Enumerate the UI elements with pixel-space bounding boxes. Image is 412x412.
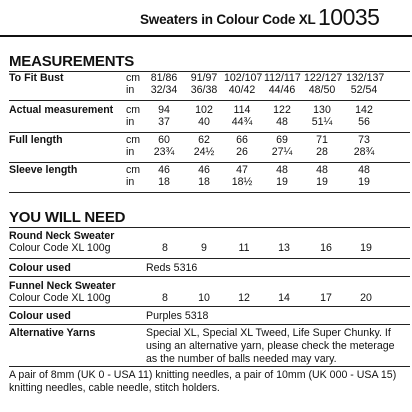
funnel-colour-rule — [9, 324, 410, 325]
measurement-value: 48 — [276, 116, 288, 128]
measurement-value: 56 — [358, 116, 370, 128]
measurements-heading: MEASUREMENTS — [9, 53, 135, 70]
measurement-value: 48 — [276, 164, 288, 176]
measurement-value: 66 — [236, 134, 248, 146]
round-neck-yarn: Colour Code XL 100g — [9, 242, 111, 254]
ball-quantity: 14 — [278, 292, 290, 304]
measurement-value: 23¾ — [153, 146, 175, 158]
measurement-value: 94 — [158, 104, 170, 116]
measurement-value: 130 — [313, 104, 331, 116]
measurement-value: 132/137 — [346, 72, 385, 84]
measurement-value: 48/50 — [308, 84, 336, 96]
measurement-value: 52/54 — [350, 84, 378, 96]
round-neck-rule — [9, 258, 410, 259]
measurement-value: 122 — [273, 104, 291, 116]
measurement-value: 28 — [316, 146, 328, 158]
ball-quantity: 16 — [320, 242, 332, 254]
measurement-value: 26 — [236, 146, 248, 158]
alternative-yarns-text: Special XL, Special XL Tweed, Life Super Chunky. If using an alternative yarn, please check the meterage as the number of balls needed may vary. — [146, 327, 395, 365]
measurement-value: 44¾ — [231, 116, 253, 128]
measurement-value: 46 — [158, 164, 170, 176]
measurement-value: 44/46 — [268, 84, 296, 96]
unit-in: in — [126, 116, 135, 128]
funnel-neck-colour-label: Colour used — [9, 310, 71, 322]
measurement-value: 60 — [158, 134, 170, 146]
ball-quantity: 13 — [278, 242, 290, 254]
measurement-value: 40/42 — [228, 84, 256, 96]
funnel-neck-yarn: Colour Code XL 100g — [9, 292, 111, 304]
measurement-row-rule — [9, 100, 410, 101]
unit-in: in — [126, 84, 135, 96]
measurement-value: 62 — [198, 134, 210, 146]
measurement-value: 69 — [276, 134, 288, 146]
measurement-value: 18½ — [231, 176, 253, 188]
measurement-value: 18 — [158, 176, 170, 188]
round-colour-rule — [9, 276, 410, 277]
measurement-row-label: To Fit Bust — [9, 72, 64, 84]
ball-quantity: 10 — [198, 292, 210, 304]
round-neck-title: Round Neck Sweater — [9, 230, 115, 242]
measurement-value: 47 — [236, 164, 248, 176]
measurement-value: 19 — [316, 176, 328, 188]
ball-quantity: 11 — [238, 242, 250, 254]
measurement-value: 122/127 — [304, 72, 343, 84]
measurement-row-rule — [9, 192, 410, 193]
you-will-need-rule — [9, 227, 410, 228]
alternative-rule — [9, 366, 410, 367]
measurement-value: 48 — [358, 164, 370, 176]
measurement-value: 102/107 — [224, 72, 263, 84]
ball-quantity: 19 — [360, 242, 372, 254]
round-neck-colour-value: Reds 5316 — [146, 262, 198, 274]
unit-cm: cm — [126, 134, 141, 146]
ball-quantity: 8 — [162, 292, 168, 304]
header-rule — [0, 35, 412, 37]
funnel-neck-colour-value: Purples 5318 — [146, 310, 209, 322]
measurement-value: 46 — [198, 164, 210, 176]
funnel-neck-rule — [9, 306, 410, 307]
measurement-value: 36/38 — [190, 84, 218, 96]
ball-quantity: 8 — [162, 242, 168, 254]
unit-in: in — [126, 146, 135, 158]
unit-cm: cm — [126, 104, 141, 116]
round-neck-colour-label: Colour used — [9, 262, 71, 274]
measurement-value: 27¼ — [271, 146, 293, 158]
measurement-value: 18 — [198, 176, 210, 188]
measurement-value: 81/86 — [150, 72, 178, 84]
measurement-row-label: Sleeve length — [9, 164, 78, 176]
measurement-value: 114 — [233, 104, 251, 116]
measurement-value: 24½ — [193, 146, 215, 158]
ball-quantity: 12 — [238, 292, 250, 304]
measurement-row-rule — [9, 132, 410, 133]
measurement-row-rule — [9, 162, 410, 163]
measurement-value: 19 — [276, 176, 288, 188]
alternative-yarns-label: Alternative Yarns — [9, 327, 96, 339]
measurement-value: 37 — [158, 116, 170, 128]
measurement-value: 48 — [316, 164, 328, 176]
ball-quantity: 9 — [201, 242, 207, 254]
measurement-value: 102 — [195, 104, 213, 116]
funnel-neck-title: Funnel Neck Sweater — [9, 280, 116, 292]
measurement-value: 142 — [355, 104, 373, 116]
measurement-value: 112/117 — [264, 72, 301, 84]
you-will-need-heading: YOU WILL NEED — [9, 209, 126, 226]
unit-in: in — [126, 176, 135, 188]
measurement-value: 71 — [316, 134, 328, 146]
measurement-value: 51¼ — [311, 116, 333, 128]
measurement-value: 28¾ — [353, 146, 375, 158]
pattern-title: Sweaters in Colour Code XL — [140, 12, 316, 27]
ball-quantity: 20 — [360, 292, 372, 304]
unit-cm: cm — [126, 72, 141, 84]
measurement-value: 19 — [358, 176, 370, 188]
measurement-value: 32/34 — [150, 84, 178, 96]
needles-text: A pair of 8mm (UK 0 - USA 11) knitting needles, a pair of 10mm (UK 000 - USA 15) knitting needles, cable needle, stitch holders. — [9, 369, 397, 394]
ball-quantity: 17 — [320, 292, 332, 304]
unit-cm: cm — [126, 164, 141, 176]
pattern-number: 10035 — [318, 4, 380, 30]
measurement-value: 73 — [358, 134, 370, 146]
measurement-row-label: Actual measurement — [9, 104, 114, 116]
measurement-value: 91/97 — [190, 72, 218, 84]
measurement-row-label: Full length — [9, 134, 63, 146]
measurement-value: 40 — [198, 116, 210, 128]
